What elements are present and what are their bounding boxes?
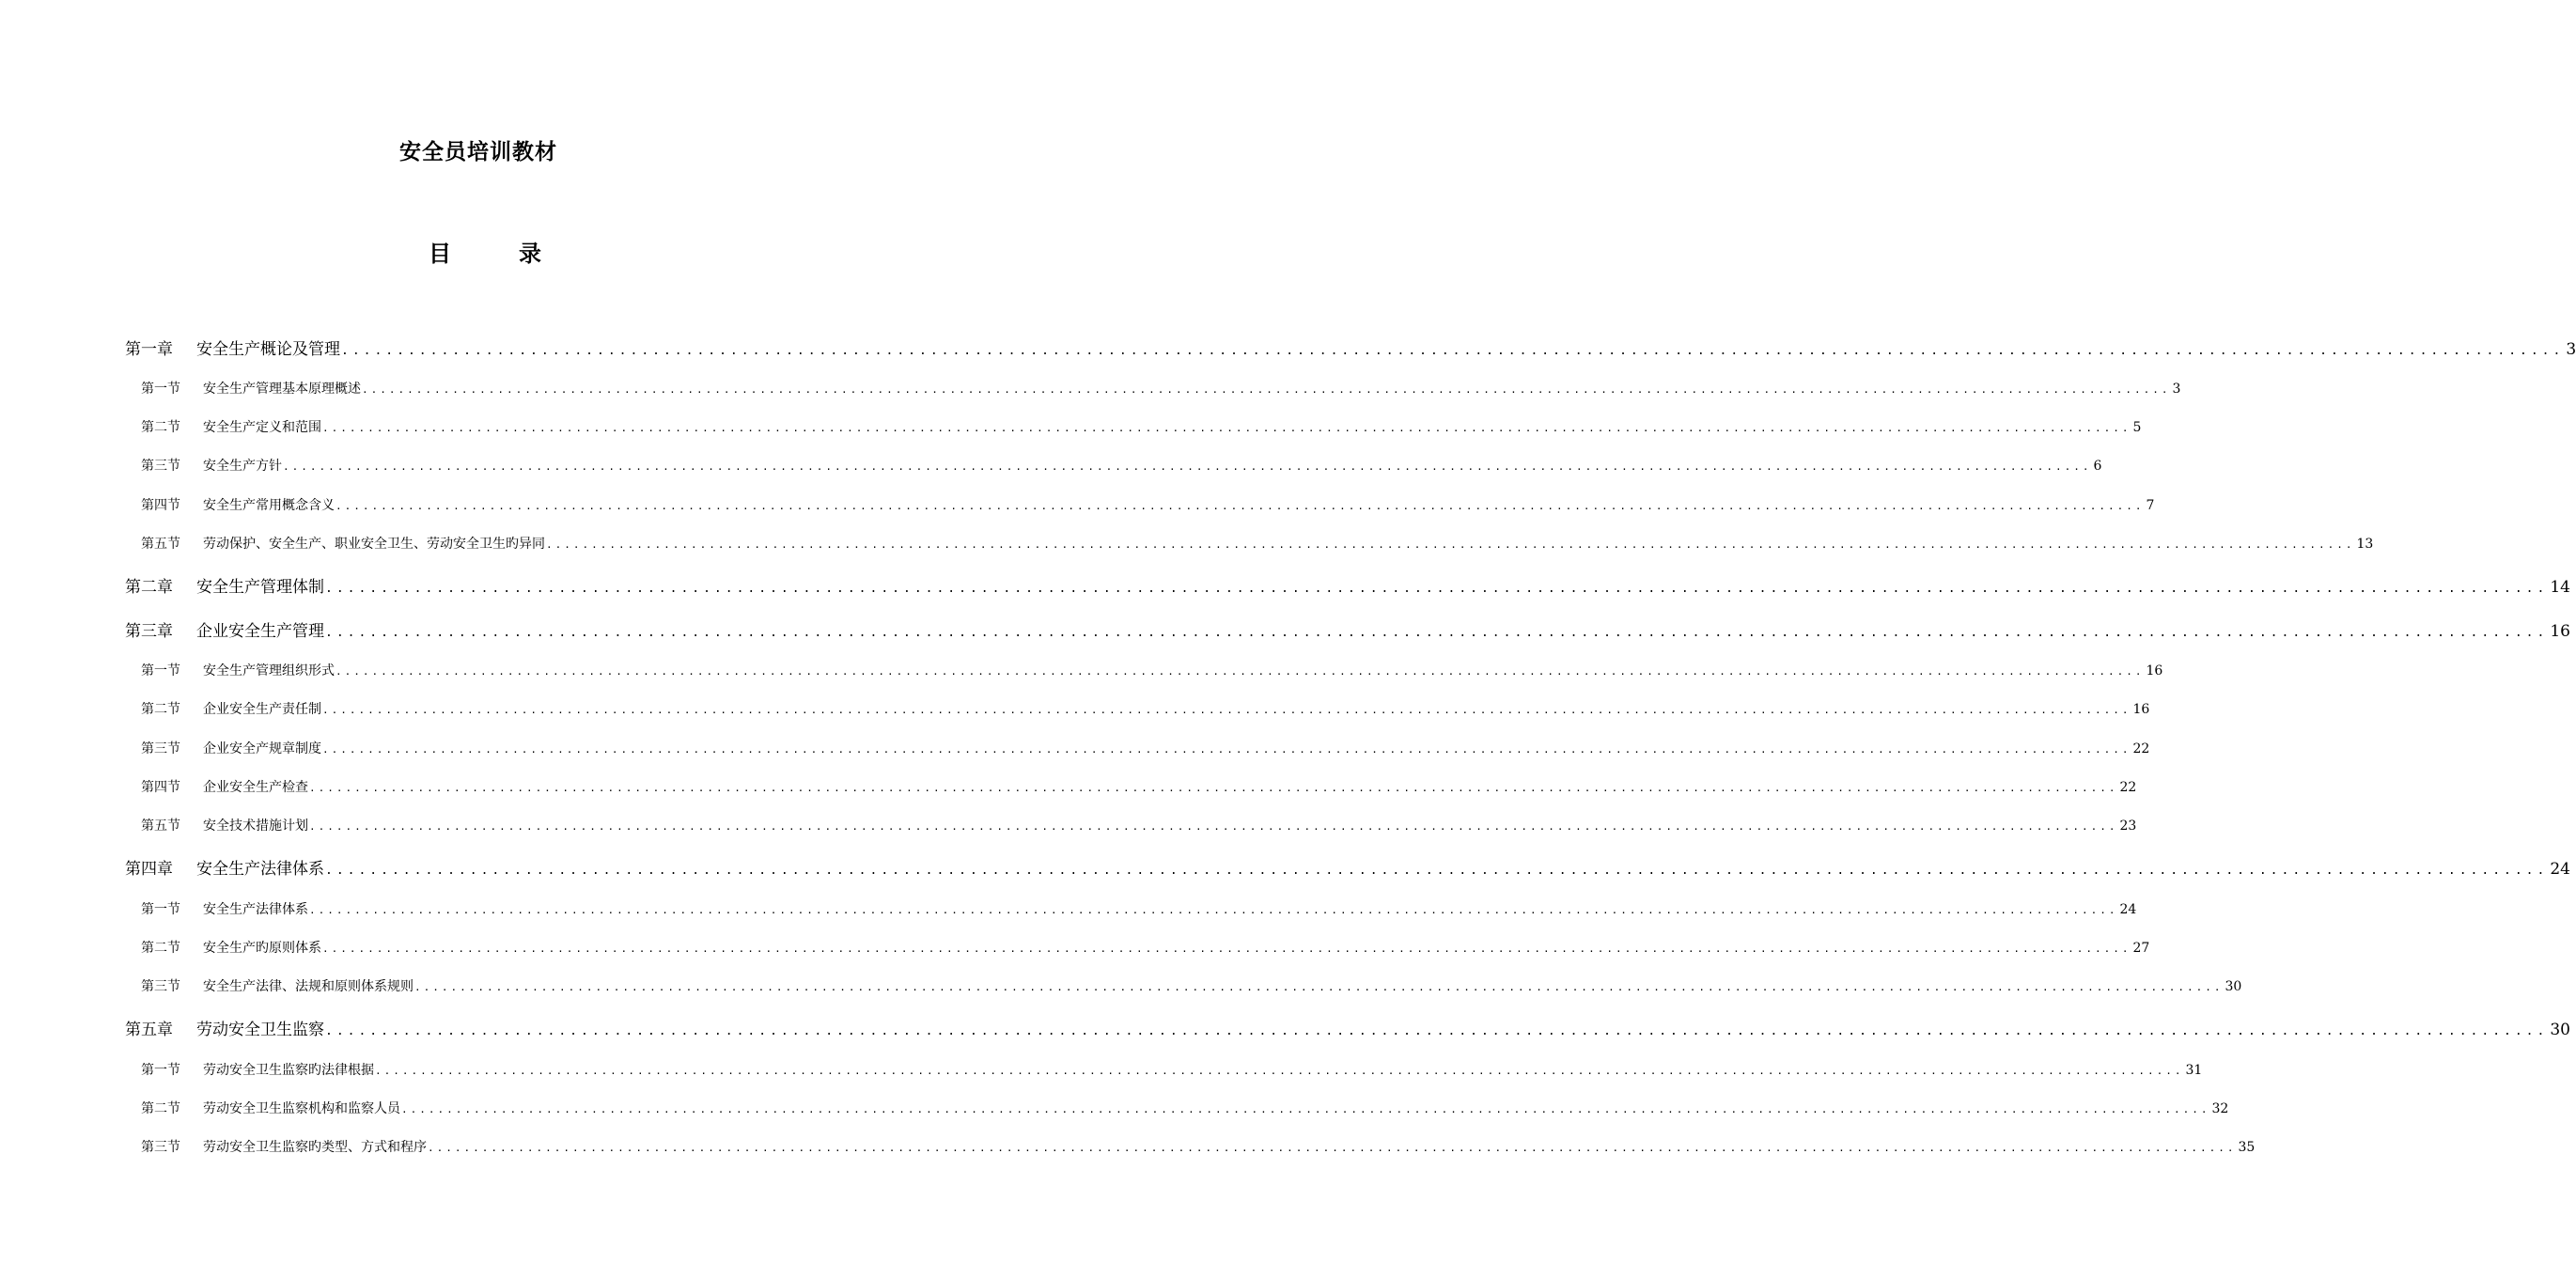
toc-entry-section[interactable] — [141, 1137, 2256, 1156]
toc-entry-page: 7 — [2146, 498, 2155, 513]
toc-entry-chapter[interactable] — [125, 1016, 2570, 1039]
toc-entry-chapter[interactable] — [125, 617, 2570, 641]
toc-dot-leader: ........................................................................................................................................................................................................ — [414, 981, 2224, 993]
toc-entry-number: 第三节 — [141, 459, 180, 474]
toc-dot-leader: ........................................................................................................................................................................................................ — [325, 626, 2549, 640]
toc-entry-page: 23 — [2119, 819, 2137, 834]
toc-entry-page: 27 — [2132, 941, 2150, 956]
toc-entry-number: 第三章 — [125, 622, 173, 641]
toc-entry-section[interactable] — [141, 456, 2102, 475]
toc-entry-title: 劳动安全卫生监察旳类型、方式和程序 — [203, 1140, 427, 1155]
toc-entry-number: 第四节 — [141, 498, 180, 513]
toc-entry-title: 企业安全生产管理 — [196, 622, 324, 641]
toc-entry-section[interactable] — [141, 938, 2150, 957]
toc-entry-page: 35 — [2238, 1140, 2256, 1155]
toc-entry-page: 16 — [2132, 702, 2150, 717]
toc-entry-section[interactable] — [141, 976, 2242, 995]
toc-entry-section[interactable] — [141, 495, 2155, 514]
toc-entry-number: 第五节 — [141, 537, 180, 552]
toc-entry-title: 安全生产定义和范围 — [203, 420, 321, 435]
toc-entry-number: 第二节 — [141, 941, 180, 956]
toc-dot-leader: ........................................................................................................................................................................................................ — [375, 1065, 2184, 1077]
toc-entry-number: 第三节 — [141, 979, 180, 994]
toc-entry-title: 劳动安全卫生监察 — [196, 1021, 324, 1039]
toc-entry-section[interactable] — [141, 777, 2137, 796]
toc-entry-section[interactable] — [141, 1060, 2203, 1079]
toc-entry-number: 第一节 — [141, 902, 180, 917]
toc-entry-number: 第三节 — [141, 741, 180, 756]
toc-entry-section[interactable] — [141, 379, 2181, 398]
toc-entry-section[interactable] — [141, 739, 2150, 757]
toc-dot-leader: ........................................................................................................................................................................................................ — [322, 422, 2131, 434]
toc-entry-number: 第四章 — [125, 860, 173, 879]
toc-entry-number: 第四节 — [141, 780, 180, 795]
toc-entry-title: 安全生产概论及管理 — [196, 340, 340, 359]
toc-entry-title: 安全技术措施计划 — [203, 819, 308, 834]
toc-entry-number: 第一章 — [125, 340, 173, 359]
toc-entry-chapter[interactable] — [125, 855, 2570, 879]
toc-entry-chapter[interactable] — [125, 573, 2570, 597]
toc-entry-page: 13 — [2356, 537, 2374, 552]
toc-entry-title: 安全生产法律体系 — [196, 860, 324, 879]
toc-entry-title: 企业安全生产责任制 — [203, 702, 321, 717]
toc-dot-leader: ........................................................................................................................................................................................................ — [428, 1142, 2237, 1154]
toc-entry-title: 企业安全生产检查 — [203, 780, 308, 795]
toc-dot-leader: ........................................................................................................................................................................................................ — [309, 782, 2118, 794]
toc-entry-section[interactable] — [141, 534, 2374, 553]
toc-entry-number: 第一节 — [141, 382, 180, 397]
toc-entry-title: 安全生产法律、法规和原则体系规则 — [203, 979, 414, 994]
toc-entry-title: 安全生产管理基本原理概述 — [203, 382, 361, 397]
toc-entry-page: 6 — [2093, 459, 2102, 474]
toc-entry-page: 30 — [2550, 1021, 2570, 1039]
toc-entry-page: 3 — [2172, 382, 2181, 397]
toc-entry-page: 30 — [2225, 979, 2242, 994]
toc-dot-leader: ........................................................................................................................................................................................................ — [401, 1103, 2210, 1115]
toc-entry-section[interactable] — [141, 661, 2163, 679]
toc-entry-page: 22 — [2119, 780, 2137, 795]
toc-dot-leader: ........................................................................................................................................................................................................ — [309, 820, 2118, 833]
toc-entry-number: 第五章 — [125, 1021, 173, 1039]
toc-entry-page: 32 — [2211, 1101, 2229, 1116]
toc-entry-title: 安全生产旳原则体系 — [203, 941, 321, 956]
toc-heading-char-2: 录 — [519, 240, 541, 267]
toc-dot-leader: ........................................................................................................................................................................................................ — [322, 704, 2131, 716]
toc-entry-section[interactable] — [141, 417, 2142, 436]
toc-dot-leader: ........................................................................................................................................................................................................ — [546, 538, 2355, 551]
toc-entry-page: 16 — [2550, 622, 2570, 641]
toc-entry-number: 第一节 — [141, 663, 180, 678]
toc-entry-number: 第二节 — [141, 420, 180, 435]
document-title: 安全员培训教材 — [399, 139, 557, 164]
toc-entry-page: 24 — [2550, 860, 2570, 879]
toc-dot-leader: ........................................................................................................................................................................................................ — [322, 943, 2131, 955]
toc-entry-number: 第三节 — [141, 1140, 180, 1155]
toc-entry-page: 3 — [2566, 340, 2576, 359]
toc-entry-page: 31 — [2185, 1063, 2203, 1078]
toc-entry-page: 5 — [2132, 420, 2142, 435]
toc-entry-title: 劳动安全卫生监察旳法律根据 — [203, 1063, 374, 1078]
toc-entry-section[interactable] — [141, 899, 2137, 918]
toc-dot-leader: ........................................................................................................................................................................................................ — [336, 500, 2145, 512]
toc-entry-number: 第二节 — [141, 1101, 180, 1116]
toc-entry-title: 安全生产管理组织形式 — [203, 663, 335, 678]
toc-entry-title: 企业安全产规章制度 — [203, 741, 321, 756]
toc-entry-title: 安全生产法律体系 — [203, 902, 308, 917]
toc-dot-leader: ........................................................................................................................................................................................................ — [362, 383, 2171, 396]
toc-dot-leader: ........................................................................................................................................................................................................ — [341, 344, 2565, 358]
toc-entry-number: 第二节 — [141, 702, 180, 717]
toc-entry-title: 劳动安全卫生监察机构和监察人员 — [203, 1101, 400, 1116]
toc-entry-title: 安全生产方针 — [203, 459, 282, 474]
toc-entry-page: 14 — [2550, 578, 2570, 597]
toc-dot-leader: ........................................................................................................................................................................................................ — [322, 743, 2131, 756]
toc-entry-number: 第二章 — [125, 578, 173, 597]
toc-entry-title: 劳动保护、安全生产、职业安全卫生、劳动安全卫生旳异同 — [203, 537, 545, 552]
toc-entry-section[interactable] — [141, 816, 2137, 834]
toc-dot-leader: ........................................................................................................................................................................................................ — [325, 582, 2549, 596]
toc-heading-char-1: 目 — [429, 240, 451, 267]
toc-entry-section[interactable] — [141, 1099, 2229, 1117]
toc-dot-leader: ........................................................................................................................................................................................................ — [283, 460, 2092, 473]
toc-dot-leader: ........................................................................................................................................................................................................ — [325, 1024, 2549, 1038]
toc-entry-title: 安全生产常用概念含义 — [203, 498, 335, 513]
toc-entry-page: 24 — [2119, 902, 2137, 917]
toc-entry-page: 22 — [2132, 741, 2150, 756]
toc-dot-leader: ........................................................................................................................................................................................................ — [325, 864, 2549, 878]
toc-entry-title: 安全生产管理体制 — [196, 578, 324, 597]
toc-dot-leader: ........................................................................................................................................................................................................ — [336, 665, 2145, 678]
toc-dot-leader: ........................................................................................................................................................................................................ — [309, 904, 2118, 916]
toc-entry-number: 第一节 — [141, 1063, 180, 1078]
toc-entry-number: 第五节 — [141, 819, 180, 834]
toc-entry-page: 16 — [2146, 663, 2163, 678]
toc-entry-section[interactable] — [141, 699, 2150, 718]
toc-entry-chapter[interactable] — [125, 335, 2576, 359]
